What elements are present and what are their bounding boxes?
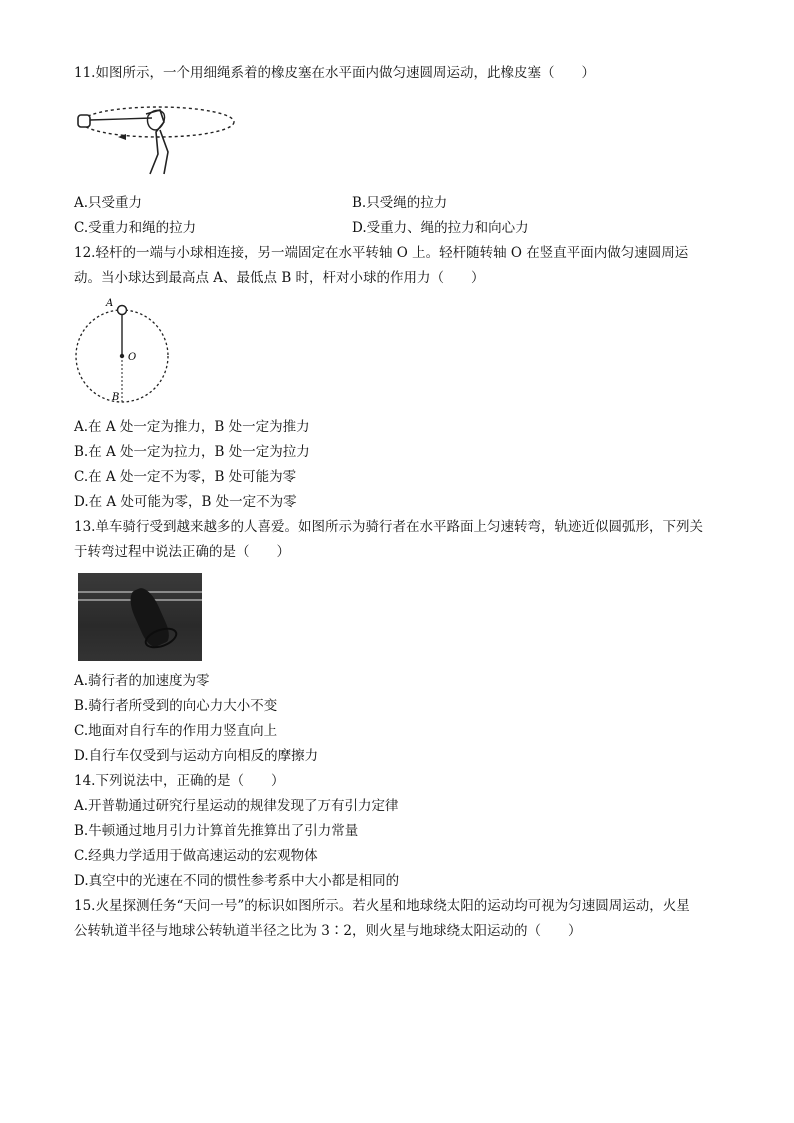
rubber-stopper-figure — [72, 92, 240, 178]
q11-option-b: B.只受绳的拉力 — [352, 195, 448, 211]
rotating-rod-figure — [70, 296, 180, 408]
q13-option-c: C.地面对自行车的作用力竖直向上 — [74, 723, 278, 739]
q12-option-c: C.在 A 处一定不为零，B 处可能为零 — [74, 469, 297, 485]
label-o: O — [128, 352, 137, 363]
cyclist-photo — [78, 573, 202, 661]
rubber-stopper — [78, 115, 90, 127]
orbit-ellipse — [82, 107, 234, 137]
q11-option-a: A.只受重力 — [74, 195, 143, 211]
q14-option-a: A.开普勒通过研究行星运动的规律发现了万有引力定律 — [74, 798, 399, 814]
label-b: B — [112, 392, 120, 403]
q14-option-b: B.牛顿通过地月引力计算首先推算出了引力常量 — [74, 823, 359, 839]
q14-option-c: C.经典力学适用于做高速运动的宏观物体 — [74, 848, 318, 864]
question-12-stem-line1: 12.轻杆的一端与小球相连接，另一端固定在水平转轴 O 上。轻杆随转轴 O 在竖直平面内做匀速圆周运 — [74, 245, 689, 261]
q12-option-b: B.在 A 处一定为拉力，B 处一定为拉力 — [74, 444, 310, 460]
question-13-stem-line1: 13.单车骑行受到越来越多的人喜爱。如图所示为骑行者在水平路面上匀速转弯，轨迹近似圆弧形，下列关 — [74, 519, 703, 535]
q12-option-d: D.在 A 处可能为零，B 处一定不为零 — [74, 494, 297, 510]
question-13-stem-line2: 于转弯过程中说法正确的是（ ） — [74, 544, 290, 560]
q14-option-d: D.真空中的光速在不同的惯性参考系中大小都是相同的 — [74, 873, 400, 889]
question-11-stem: 11.如图所示，一个用细绳系着的橡皮塞在水平面内做匀速圆周运动，此橡皮塞（ ） — [74, 65, 595, 81]
question-12-stem-line2: 动。当小球达到最高点 A、最低点 B 时，杆对小球的作用力（ ） — [74, 270, 485, 286]
label-a: A — [106, 298, 114, 309]
q11-option-d: D.受重力、绳的拉力和向心力 — [352, 220, 529, 236]
q13-option-d: D.自行车仅受到与运动方向相反的摩擦力 — [74, 748, 319, 764]
q13-option-b: B.骑行者所受到的向心力大小不变 — [74, 698, 278, 714]
q13-option-a: A.骑行者的加速度为零 — [74, 673, 210, 689]
q12-option-a: A.在 A 处一定为推力，B 处一定为推力 — [74, 419, 310, 435]
q11-option-c: C.受重力和绳的拉力 — [74, 220, 197, 236]
ball-at-top — [118, 306, 127, 315]
question-15-stem-line2: 公转轨道半径与地球公转轨道半径之比为 3∶2，则火星与地球绕太阳运动的（ ） — [74, 923, 582, 939]
question-15-stem-line1: 15.火星探测任务“天问一号”的标识如图所示。若火星和地球绕太阳的运动均可视为匀速圆周运动，火星 — [74, 898, 690, 914]
question-14-stem: 14.下列说法中，正确的是（ ） — [74, 773, 285, 789]
string-line — [90, 118, 152, 120]
